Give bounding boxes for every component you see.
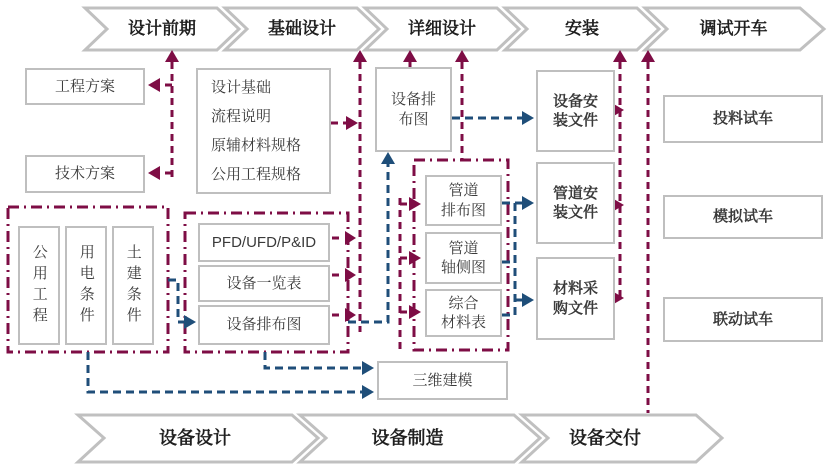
phase-basic-design: 基础设计 [268, 19, 336, 38]
civil-conditions-box: 土建条件 [112, 226, 154, 345]
material-procurement-doc-box: 材料采 购文件 [536, 257, 615, 340]
modeling-3d-box: 三维建模 [377, 361, 508, 400]
feed-test-box: 投料试车 [663, 95, 823, 143]
equipment-layout-drawing-box: 设备排 布图 [375, 67, 452, 152]
phase-detailed-design: 详细设计 [408, 19, 476, 38]
pfd-ufd-pid-box: PFD/UFD/P&ID [198, 223, 330, 262]
piping-install-doc-box: 管道安 装文件 [536, 162, 615, 244]
engineering-plan-box: 工程方案 [25, 68, 145, 105]
material-summary-box: 综合 材料表 [425, 289, 502, 337]
piping-layout-box: 管道 排布图 [425, 175, 502, 226]
phase-design-preliminary: 设计前期 [128, 19, 196, 38]
phase-equipment-manufacture: 设备制造 [371, 428, 444, 448]
utility-engineering-box: 公用工程 [18, 226, 60, 345]
phase-equipment-delivery: 设备交付 [569, 428, 641, 448]
phase-installation: 安装 [565, 19, 599, 38]
phase-commissioning: 调试开车 [699, 19, 768, 38]
simulation-test-box: 模拟试车 [663, 195, 823, 239]
equipment-layout-box: 设备排布图 [198, 305, 330, 345]
technical-plan-box: 技术方案 [25, 155, 145, 193]
equipment-install-doc-box: 设备安 装文件 [536, 70, 615, 152]
linkage-test-box: 联动试车 [663, 297, 823, 342]
piping-isometric-box: 管道 轴侧图 [425, 232, 502, 284]
phase-equipment-design: 设备设计 [159, 428, 231, 448]
power-conditions-box: 用电条件 [65, 226, 107, 345]
equipment-list-box: 设备一览表 [198, 265, 330, 302]
design-basis-box: 设计基础 流程说明 原辅材料规格 公用工程规格 [196, 68, 331, 194]
